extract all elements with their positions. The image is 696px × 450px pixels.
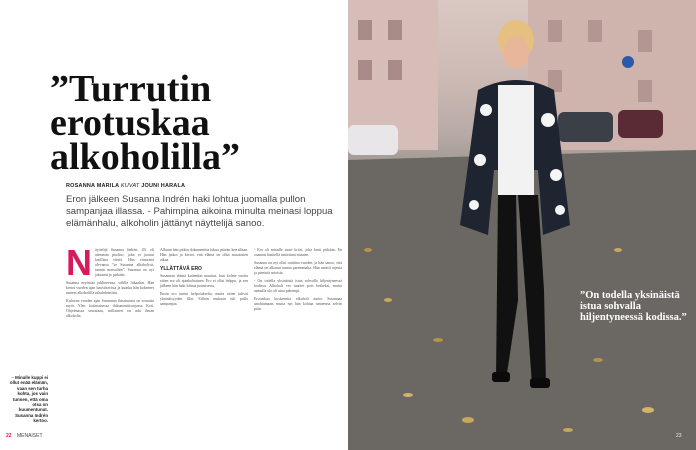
street-photo [348, 0, 696, 450]
boot [492, 372, 510, 382]
side-quote-text: Minulle kuppi ei ollut enää elämän, vaan sen turha kohta, jos vain tunnen, että oma otsa on kuumentunut. Susanna Indrén kertoo. [9, 375, 48, 424]
parked-car [558, 112, 613, 142]
page-footer-left [6, 433, 43, 439]
coat-pattern [541, 113, 555, 127]
body-paragraph: Ensin ero tuntui helpotukselta, mutta sitten tulivat yksinäisyyden illat. Silloin mukaan tuli pullo sampanjaa. [160, 292, 248, 306]
parked-car [348, 125, 398, 155]
window [638, 80, 652, 102]
side-quote [4, 375, 48, 424]
leaf [614, 248, 622, 252]
window [548, 20, 562, 42]
body-paragraph: Erotuskaa koskeneita alkoholi auttoi Susannaa unohtamaan, mutta nyt hän kohtaa tunteensa selvin päin. [254, 297, 342, 311]
drop-cap: N [66, 242, 92, 283]
leaf [593, 358, 603, 362]
photo-label: KUVAT [120, 183, 140, 189]
window [588, 20, 602, 42]
boot [530, 378, 550, 388]
shirt [498, 85, 534, 195]
byline [66, 183, 185, 189]
coat-pattern [480, 104, 492, 116]
leaf [403, 393, 413, 397]
leaf [433, 338, 443, 342]
parked-car [618, 110, 663, 138]
photo-page [348, 0, 696, 450]
quote-dash: – [11, 375, 14, 380]
window [358, 20, 372, 40]
traffic-sign [622, 56, 634, 68]
body-paragraph: Susanna on nyt ollut raittiina vuoden, ja hän sanoo, että elämä on alkanut tuntua paremmalta. Hän nauttii arjesta ja pienistä asioista. [254, 261, 342, 275]
coat-pattern [469, 200, 479, 210]
body-paragraph: - Ero oli minulle suuri kriisi, joka kesti pitkään. En osannut käsitellä tunteitani muuten. [254, 248, 342, 257]
window [388, 20, 402, 40]
coat-pattern [550, 169, 562, 181]
body-paragraph: Kuluvan vuoden ajan Susannan ilmaisuista on seurattu myös Ylen kotimaisessa dokumenttisarjassa Koti. Ohjelmassa seurataan, millainen on arki ilman alkoholia. [66, 299, 154, 318]
page-number: 23 [676, 433, 682, 439]
leaf [462, 417, 474, 423]
pull-quote: ”On todella yksinäistä istua sohvalla hiljentyneessä kodissa.” [580, 290, 687, 323]
page-footer-right [676, 433, 682, 439]
leaf [563, 428, 573, 432]
body-paragraph: Susanna myöntää juhlineensa, välillä liikaakin. Hän kertoi vuoden ajan hauvittavista ja kuinka hän kokeneet tunteet alkoholilla tukahdutettiin. [66, 281, 154, 295]
leaf [384, 298, 392, 302]
body-paragraph: N äyttelijä Susanna Indrén, 49, oli aiemmin puoliso, joka ei juonut lasillista viiniä. Hän viimeistä olevansa ”se Susanna alkoholisti, tunnin maisoihin”. Susanna on nyt jaksanut jo pitkään. [66, 242, 154, 283]
window [388, 60, 402, 80]
article-body [66, 242, 342, 413]
body-paragraph: Susannan elämä kuitenkin muuttui, kun kolme vuotta sitten ero oli ajankohtainen. Ero ei ollut helppo, ja sen jälkeen hän haki lohtua juomisesta. [160, 274, 248, 288]
leaf [642, 407, 654, 413]
leaf [364, 248, 372, 252]
body-paragraph: Alkuun hän pitkin dokumenttia lukua päivän kerrallaan. Hän jatkoi ja kertoi, että elämä on ollut muutosten aikaa. [160, 248, 248, 262]
window [638, 30, 652, 52]
author-name: ROSANNA MARILA [66, 183, 120, 189]
coat-pattern [555, 205, 565, 215]
photographer-name: JOUNI HARALA [141, 183, 186, 189]
article-title: ”Turrutin erotuskaa alkoholilla” [50, 68, 241, 178]
subheading: YLLÄTTÄVÄ ERO [160, 266, 202, 272]
window [358, 60, 372, 80]
lead-paragraph: Eron jälkeen Susanna Indrén haki lohtua juomalla pullon sampanjaa illassa. - Pahimpina aikoina minulta meinasi loppua elämänhalu, alkoholin jättänyt näyttelijä sanoo. [66, 194, 333, 229]
face [503, 36, 529, 68]
magazine-name: MENAISET [16, 433, 43, 439]
page-number: 22 [6, 433, 12, 439]
coat-pattern [474, 154, 486, 166]
body-paragraph: - On todella yksinäistä istua sohvalla hiljentyneessä kodissa. Alkoholi vei tunteet pois hetkeksi, mutta aamulla olo oli aina pahempi. [254, 279, 342, 293]
